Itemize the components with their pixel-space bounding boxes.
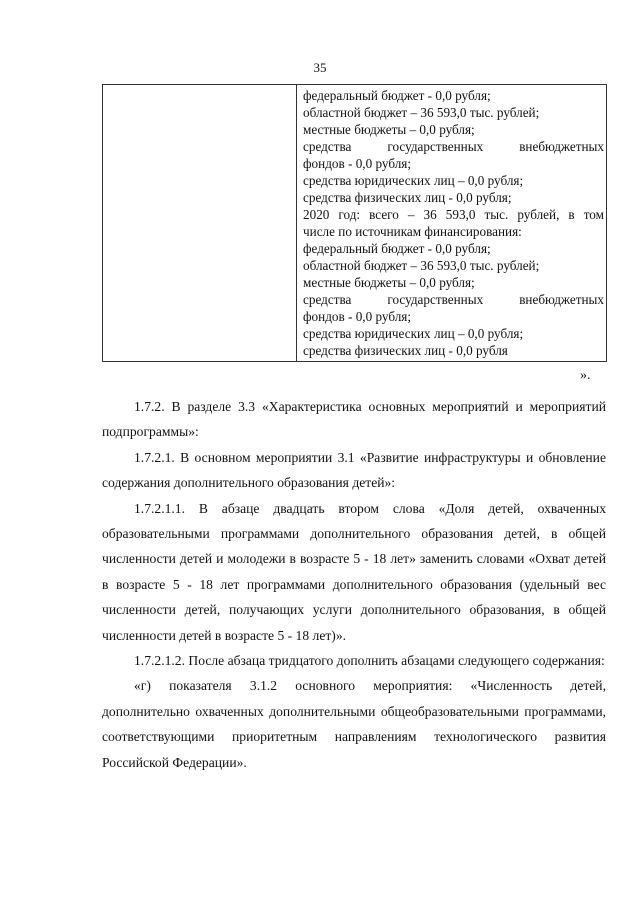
funding-table: [102, 84, 607, 362]
page-number: 35: [313, 60, 327, 75]
table-line: федеральный бюджет - 0,0 рубля;: [303, 241, 491, 256]
table-line: средства государственных внебюджетных: [303, 292, 604, 307]
table-line: местные бюджеты – 0,0 рубля;: [303, 275, 475, 290]
table-line: местные бюджеты – 0,0 рубля;: [303, 122, 475, 137]
paragraph-1-7-2-1-2: 1.7.2.1.2. После абзаца тридцатого дополнить абзацами следующего содержания:: [134, 653, 605, 669]
paragraph-indicator-3-1-2: «г) показателя 3.1.2 основного мероприятия: «Численность детей, дополнительно охваченных дополнительными общеобразовательными программами, соответствующими приоритетным направлениям технологического развития Российской Федерации».: [102, 678, 606, 770]
table-line: средства юридических лиц – 0,0 рубля;: [303, 326, 524, 341]
closing-quote: ».: [580, 368, 591, 383]
paragraph-1-7-2-1: 1.7.2.1. В основном мероприятии 3.1 «Развитие инфраструктуры и обновление содержания дополнительного образования детей»:: [102, 449, 606, 491]
table-line: федеральный бюджет - 0,0 рубля;: [303, 88, 491, 103]
table-line: фондов - 0,0 рубля;: [303, 156, 412, 171]
table-left-cell: [103, 85, 297, 362]
table-line: областной бюджет – 36 593,0 тыс. рублей;: [303, 258, 540, 273]
table-line: средства физических лиц - 0,0 рубля;: [303, 190, 512, 205]
table-line: средства государственных внебюджетных: [303, 139, 604, 154]
paragraph-1-7-2: 1.7.2. В разделе 3.3 «Характеристика основных мероприятий и мероприятий подпрограммы»:: [102, 399, 606, 440]
table-line: областной бюджет – 36 593,0 тыс. рублей;: [303, 105, 540, 120]
table-line: средства физических лиц - 0,0 рубля: [303, 343, 508, 358]
table-line: числе по источникам финансирования:: [303, 224, 522, 239]
table-line: 2020 год: всего – 36 593,0 тыс. рублей, в том: [303, 207, 604, 222]
paragraph-1-7-2-1-1: 1.7.2.1.1. В абзаце двадцать втором слова «Доля детей, охваченных образовательными программами дополнительного образования детей, в общей численности детей и молодежи в возрасте 5 - 18 лет» заменить словами «Охват детей в возрасте 5 - 18 лет программами дополнительного образования (удельный вес численности детей, получающих услуги дополнительного образования, в общей численности детей в возрасте 5 - 18 лет)».: [102, 500, 606, 643]
table-line: фондов - 0,0 рубля;: [303, 309, 412, 324]
table-line: средства юридических лиц – 0,0 рубля;: [303, 173, 524, 188]
document-body: [102, 394, 606, 775]
table-right-cell: [297, 85, 607, 362]
